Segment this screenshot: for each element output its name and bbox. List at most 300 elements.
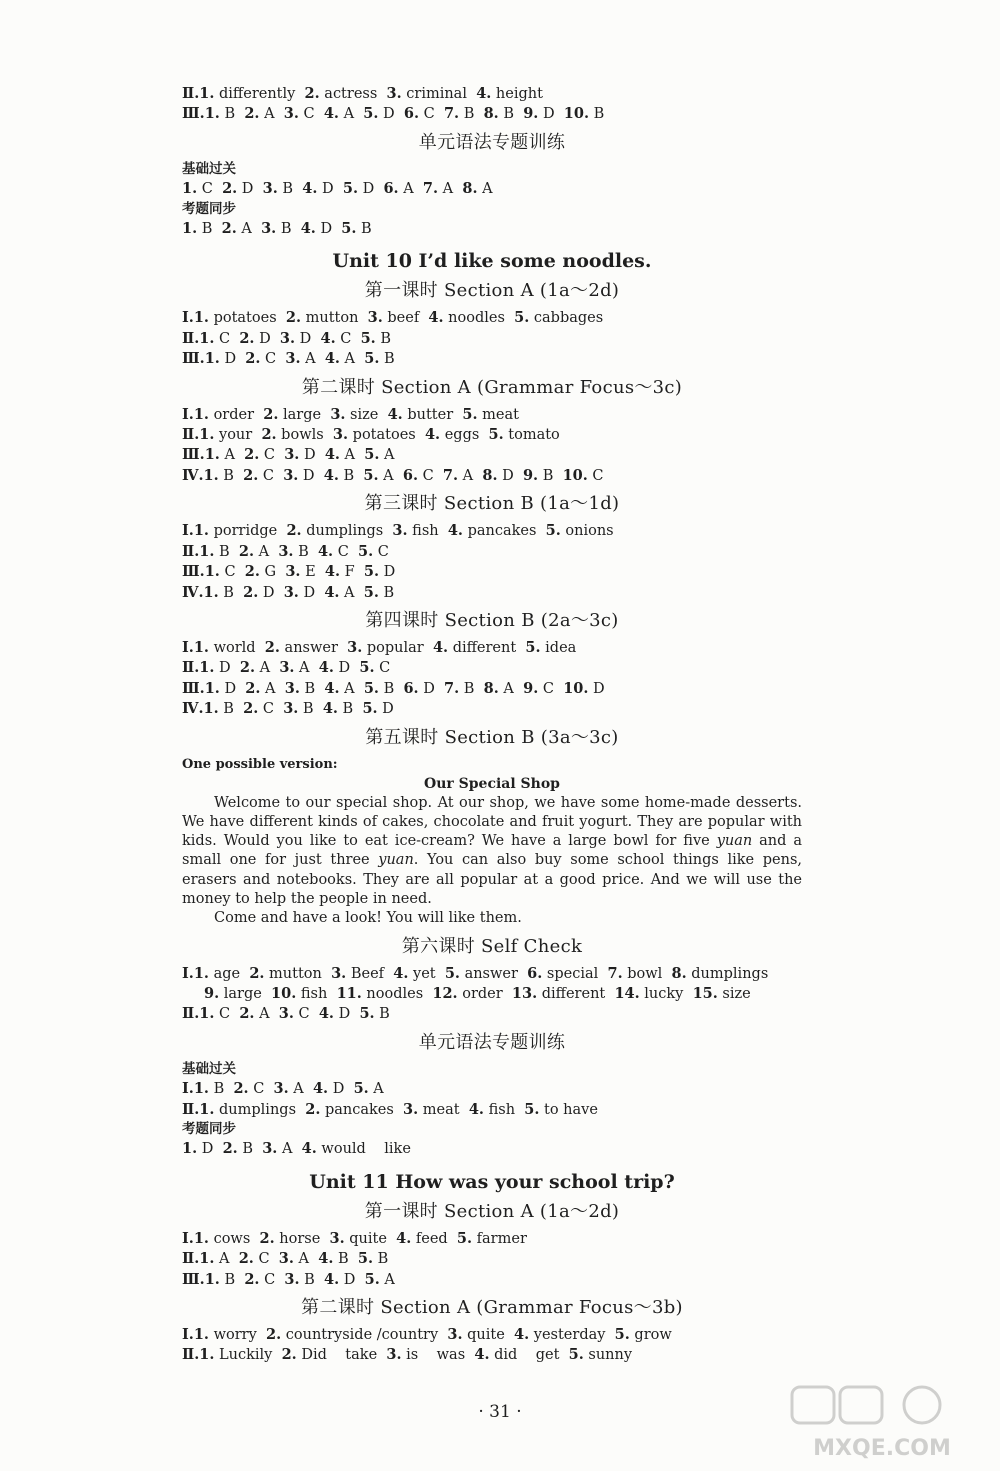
question-number: 5. — [363, 563, 380, 581]
question-number: 2. — [263, 405, 279, 423]
answer-text: beef — [382, 310, 429, 327]
answer-text: B — [589, 106, 605, 123]
question-number: 5. — [363, 583, 379, 601]
question-number: 5. — [488, 426, 504, 444]
question-number: 4. — [322, 700, 338, 718]
question-number: 2. — [245, 679, 261, 697]
answer-line — [182, 638, 802, 658]
answer-line — [182, 405, 802, 425]
answer-text: A — [438, 181, 463, 198]
answer-text: A — [219, 447, 245, 464]
answer-text: D — [418, 680, 445, 697]
question-number: 4. — [474, 1346, 490, 1364]
question-number: 2. — [244, 446, 260, 464]
answer-text: A — [293, 1251, 319, 1268]
answer-page — [182, 84, 802, 1366]
question-number: 2. — [222, 180, 238, 198]
subsection-label: 基础过关 — [182, 1060, 236, 1077]
question-number: 4. — [318, 1005, 334, 1023]
answer-line — [182, 1100, 802, 1120]
question-number: 3. — [285, 563, 301, 581]
answer-text: bowls — [276, 427, 333, 444]
answer-text: C — [253, 1251, 279, 1268]
question-number: 7. — [443, 105, 460, 123]
question-number: Ⅲ.1. — [182, 105, 220, 123]
answer-line — [182, 1139, 802, 1159]
subsection-label: 考题同步 — [182, 1121, 236, 1138]
unit-title: Unit 11 How was your school trip? — [309, 1170, 675, 1193]
answer-text: B — [197, 221, 222, 238]
question-number: 14. — [614, 985, 640, 1003]
question-number: 8. — [482, 466, 498, 484]
answer-text: A — [368, 1081, 384, 1098]
answer-text: C — [259, 1271, 285, 1288]
answer-text: butter — [402, 406, 463, 423]
question-number: 8. — [671, 964, 687, 982]
answer-text: Luckily — [214, 1347, 282, 1364]
answer-line — [182, 1325, 802, 1345]
answer-text: onions — [560, 523, 614, 540]
question-number: Ⅲ.1. — [182, 1270, 220, 1288]
answer-text: B — [374, 1006, 390, 1023]
answer-text: F — [340, 564, 364, 581]
question-number: 9. — [522, 466, 539, 484]
answer-text: B — [208, 1081, 234, 1098]
answer-text: large — [278, 406, 331, 423]
question-number: 3. — [283, 466, 299, 484]
question-number: Ⅱ.1. — [182, 426, 215, 444]
answer-text: cows — [208, 1230, 260, 1247]
question-number: 3. — [285, 350, 301, 368]
answer-text: horse — [274, 1230, 330, 1247]
question-number: 4. — [424, 426, 441, 444]
question-number: 5. — [363, 466, 379, 484]
answer-text: A — [477, 181, 493, 198]
question-number: 9. — [204, 985, 220, 1003]
answer-text: is was — [401, 1347, 475, 1364]
answer-text: B — [219, 1271, 245, 1288]
question-number: 1. — [182, 180, 198, 198]
answer-text: answer — [279, 639, 348, 656]
answer-line — [182, 104, 802, 124]
answer-text: C — [298, 106, 324, 123]
section-heading: 第六课时 Self Check — [401, 935, 583, 957]
answer-text: B — [338, 467, 364, 484]
answer-line — [182, 308, 802, 328]
question-number: 2. — [239, 659, 255, 677]
question-number: Ⅰ.1. — [182, 405, 209, 423]
answer-line — [182, 1079, 802, 1099]
question-number: 5. — [462, 405, 478, 423]
answer-text: D — [298, 584, 325, 601]
question-number: 5. — [364, 1270, 380, 1288]
answer-text: D — [497, 467, 523, 484]
answer-text: D — [254, 330, 280, 347]
answer-line — [182, 466, 802, 486]
answer-text: did get — [489, 1347, 569, 1364]
question-number: 13. — [511, 985, 538, 1003]
answer-text: A — [339, 447, 365, 464]
answer-text: A — [339, 680, 364, 697]
answer-text: different — [448, 639, 526, 656]
question-number: 4. — [514, 1326, 530, 1344]
question-number: 3. — [332, 426, 349, 444]
answer-text: age — [208, 965, 250, 982]
answer-text: C — [219, 564, 245, 581]
answer-text: D — [358, 181, 384, 198]
section-heading: 第二课时 Section A (Grammar Focus～3b) — [301, 1297, 683, 1319]
question-number: 4. — [320, 329, 336, 347]
question-number: 1. — [182, 1140, 198, 1158]
question-number: 4. — [324, 446, 340, 464]
answer-text: to have — [539, 1101, 598, 1118]
answer-text: C — [258, 467, 284, 484]
question-number: 4. — [428, 309, 444, 327]
page-number: · 31 · — [478, 1402, 522, 1422]
question-number: 2. — [243, 700, 259, 718]
question-number: Ⅲ.1. — [182, 350, 220, 368]
question-number: 5. — [362, 700, 378, 718]
question-number: 6. — [527, 964, 543, 982]
question-number: 2. — [244, 1270, 260, 1288]
answer-text: A — [378, 467, 403, 484]
answer-text: B — [218, 584, 244, 601]
question-number: Ⅰ.1. — [182, 638, 209, 656]
answer-text: quite — [344, 1230, 397, 1247]
question-number: 2. — [259, 1229, 275, 1247]
answer-text: would like — [316, 1141, 411, 1158]
question-number: 4. — [301, 1140, 317, 1158]
question-number: 3. — [284, 1270, 300, 1288]
answer-text: potatoes — [208, 310, 286, 327]
question-number: Ⅰ.1. — [182, 1080, 209, 1098]
answer-text: A — [294, 660, 319, 677]
answer-text: criminal — [401, 86, 477, 102]
answer-text: farmer — [472, 1230, 527, 1247]
question-number: 2. — [222, 1140, 238, 1158]
question-number: 7. — [444, 679, 460, 697]
answer-line — [182, 521, 802, 541]
answer-text: D — [333, 1006, 360, 1023]
answer-text: order — [457, 986, 512, 1003]
question-number: 7. — [607, 964, 623, 982]
answer-text: D — [219, 351, 246, 368]
answer-line — [182, 1270, 802, 1290]
question-number: 10. — [562, 466, 588, 484]
question-number: Ⅱ.1. — [182, 85, 215, 102]
answer-line — [182, 658, 802, 678]
question-number: 5. — [514, 309, 530, 327]
question-number: 3. — [283, 105, 299, 123]
question-number: Ⅱ.1. — [182, 1346, 215, 1364]
question-number: 10. — [563, 679, 589, 697]
question-number: Ⅰ.1. — [182, 1326, 209, 1344]
answer-text: D — [214, 660, 240, 677]
answer-line — [182, 445, 802, 465]
essay-body — [182, 794, 802, 929]
question-number: Ⅲ.1. — [182, 679, 220, 697]
answer-text: A — [458, 467, 483, 484]
question-number: 8. — [462, 180, 478, 198]
answer-text: yesterday — [529, 1327, 615, 1344]
answer-line — [182, 425, 802, 445]
answer-text: dumplings — [214, 1101, 306, 1118]
answer-text: B — [299, 680, 325, 697]
answer-text: grow — [629, 1327, 672, 1344]
answer-text: D — [333, 660, 360, 677]
answer-line — [182, 1004, 802, 1024]
question-number: 5. — [525, 638, 541, 656]
question-number: 5. — [364, 350, 380, 368]
answer-text: your — [214, 427, 262, 444]
question-number: 4. — [432, 638, 449, 656]
answer-text: sunny — [583, 1347, 633, 1364]
answer-text: special — [542, 965, 608, 982]
answer-text: B — [333, 1251, 358, 1268]
answer-text: D — [378, 106, 404, 123]
answer-text: D — [295, 330, 321, 347]
question-number: 5. — [524, 1100, 540, 1118]
question-number: 10. — [563, 105, 590, 123]
question-number: 5. — [359, 659, 375, 677]
answer-text: D — [197, 1141, 223, 1158]
section-heading: 第一课时 Section A (1a～2d) — [364, 1200, 620, 1222]
section-heading: 第四课时 Section B (2a～3c) — [365, 609, 619, 631]
answer-text: A — [254, 543, 279, 560]
question-number: 2. — [244, 563, 260, 581]
question-number: 3. — [284, 446, 300, 464]
answer-text: differently — [214, 86, 305, 102]
answer-text: height — [491, 86, 543, 102]
question-number: 2. — [239, 329, 255, 347]
subsection-label: 基础过关 — [182, 160, 236, 177]
question-number: Ⅱ.1. — [182, 1100, 215, 1118]
answer-text: noodles — [361, 986, 433, 1003]
question-number: 15. — [692, 985, 718, 1003]
answer-text: B — [277, 181, 303, 198]
answer-text: B — [538, 467, 563, 484]
question-number: 3. — [278, 1250, 294, 1268]
section-heading: 第三课时 Section B (1a～1d) — [364, 493, 620, 515]
question-number: 3. — [284, 679, 300, 697]
question-number: 2. — [245, 350, 261, 368]
question-number: 2. — [239, 1005, 255, 1023]
question-number: 2. — [221, 220, 237, 238]
answer-text: B — [337, 701, 363, 718]
section-heading: 第二课时 Section A (Grammar Focus～3c) — [301, 376, 683, 398]
question-number: 7. — [422, 180, 439, 198]
answer-text: B — [299, 1271, 325, 1288]
answer-text: C — [214, 1006, 240, 1023]
question-number: Ⅱ.1. — [182, 329, 215, 347]
answer-text: D — [299, 447, 325, 464]
question-number: 5. — [359, 1005, 375, 1023]
answer-text: B — [373, 1251, 389, 1268]
answer-text: A — [398, 181, 423, 198]
answer-text: B — [276, 221, 301, 238]
answer-text: D — [538, 106, 564, 123]
question-number: 3. — [329, 1229, 345, 1247]
question-number: Ⅳ.1. — [182, 583, 219, 601]
answer-text: A — [379, 447, 395, 464]
question-number: 3. — [386, 85, 402, 102]
answer-text: porridge — [208, 523, 287, 540]
question-number: 2. — [244, 105, 260, 123]
question-number: 5. — [342, 180, 359, 198]
question-number: 5. — [357, 1250, 373, 1268]
answer-text: quite — [462, 1327, 515, 1344]
answer-text: D — [339, 1271, 365, 1288]
answer-text: bowl — [622, 965, 672, 982]
essay-paragraph: Come and have a look! You will like them. — [214, 910, 522, 927]
answer-text: B — [459, 680, 484, 697]
question-number: 3. — [331, 964, 347, 982]
answer-line — [182, 84, 802, 104]
question-number: 5. — [353, 1080, 369, 1098]
answer-text: B — [378, 680, 404, 697]
question-number: 4. — [317, 542, 334, 560]
answer-text: B — [214, 543, 239, 560]
answer-text: C — [374, 660, 391, 677]
answer-text: popular — [362, 639, 433, 656]
answer-text: A — [236, 221, 262, 238]
answer-text: D — [328, 1081, 354, 1098]
answer-text: actress — [319, 86, 387, 102]
answer-text: B — [375, 330, 391, 347]
answer-text: lucky — [639, 986, 693, 1003]
section-heading: 第一课时 Section A (1a～2d) — [364, 280, 620, 302]
watermark-logo — [782, 1383, 982, 1463]
answer-text: meat — [477, 406, 519, 423]
question-number: 2. — [243, 583, 259, 601]
question-number: 4. — [324, 583, 340, 601]
answer-text: size — [345, 406, 388, 423]
answer-text: E — [300, 564, 325, 581]
question-number: 6. — [383, 180, 399, 198]
answer-text: different — [537, 986, 615, 1003]
question-number: 5. — [360, 329, 376, 347]
question-number: 2. — [249, 964, 265, 982]
section-heading: 单元语法专题训练 — [418, 131, 566, 153]
unit-title: Unit 10 I’d like some noodles. — [332, 250, 652, 273]
question-number: Ⅰ.1. — [182, 522, 209, 540]
question-number: 2. — [261, 426, 277, 444]
question-number: 3. — [330, 405, 346, 423]
question-number: 5. — [364, 446, 380, 464]
question-number: 5. — [341, 220, 357, 238]
question-number: Ⅰ.1. — [182, 964, 209, 982]
question-number: 6. — [403, 105, 420, 123]
answer-text: D — [258, 584, 284, 601]
answer-text: Beef — [346, 965, 394, 982]
section-heading: 单元语法专题训练 — [418, 1031, 566, 1053]
answer-text: dumplings — [686, 965, 769, 982]
question-number: 3. — [278, 542, 294, 560]
answer-text: A — [288, 1081, 313, 1098]
question-number: 5. — [545, 522, 561, 540]
question-number: 10. — [271, 985, 297, 1003]
question-number: 3. — [392, 522, 408, 540]
answer-text: fish — [483, 1101, 525, 1118]
answer-text: C — [248, 1081, 274, 1098]
question-number: 9. — [523, 679, 539, 697]
answer-text: D — [298, 467, 324, 484]
answer-text: Did take — [296, 1347, 387, 1364]
question-number: 4. — [447, 522, 463, 540]
answer-text: C — [214, 330, 240, 347]
question-number: 3. — [261, 220, 277, 238]
question-number: 2. — [305, 1100, 321, 1118]
question-number: 4. — [324, 350, 340, 368]
question-number: 7. — [442, 466, 459, 484]
question-number: 4. — [318, 1250, 334, 1268]
answer-text: A — [277, 1141, 302, 1158]
answer-text: C — [587, 467, 604, 484]
answer-text: order — [208, 406, 264, 423]
question-number: 4. — [300, 220, 316, 238]
essay-label: One possible version: — [182, 756, 338, 772]
answer-line — [182, 329, 802, 349]
answer-text: world — [208, 639, 265, 656]
question-number: 3. — [403, 1100, 419, 1118]
answer-line — [182, 562, 802, 582]
answer-line — [182, 542, 802, 562]
answer-text: B — [298, 701, 323, 718]
question-number: 8. — [483, 679, 499, 697]
answer-text: C — [260, 351, 286, 368]
answer-text: mutton — [301, 310, 368, 327]
question-number: 4. — [324, 563, 341, 581]
answer-text: G — [259, 564, 286, 581]
answer-text: countryside /country — [281, 1327, 448, 1344]
question-number: 2. — [243, 466, 259, 484]
answer-text: D — [379, 564, 396, 581]
question-number: 3. — [386, 1346, 402, 1364]
answer-line — [182, 583, 802, 603]
answer-text: dumplings — [301, 523, 393, 540]
section-heading: 第五课时 Section B (3a～3c) — [365, 726, 619, 748]
answer-text: D — [317, 181, 343, 198]
answer-text: noodles — [443, 310, 515, 327]
answer-text: A — [260, 680, 285, 697]
question-number: 5. — [614, 1326, 630, 1344]
question-number: Ⅰ.1. — [182, 309, 209, 327]
question-number: Ⅱ.1. — [182, 659, 215, 677]
question-number: 4. — [318, 659, 334, 677]
question-number: 2. — [238, 1250, 254, 1268]
answer-text: B — [459, 106, 484, 123]
question-number: 5. — [456, 1229, 473, 1247]
question-number: Ⅱ.1. — [182, 1005, 215, 1023]
question-number: 4. — [302, 180, 318, 198]
question-number: 5. — [363, 105, 379, 123]
answer-text: large — [219, 986, 272, 1003]
question-number: 6. — [402, 466, 418, 484]
question-number: 4. — [323, 466, 339, 484]
answer-text: C — [293, 1006, 319, 1023]
answer-line — [182, 964, 802, 984]
answer-text: B — [378, 584, 395, 601]
question-number: 4. — [324, 679, 340, 697]
question-number: 5. — [568, 1346, 584, 1364]
question-number: 3. — [283, 700, 299, 718]
question-number: 1. — [182, 220, 198, 238]
answer-text: C — [259, 447, 285, 464]
answer-text: D — [377, 701, 394, 718]
answer-text: D — [219, 680, 246, 697]
answer-text: C — [538, 680, 564, 697]
answer-text: mutton — [264, 965, 332, 982]
